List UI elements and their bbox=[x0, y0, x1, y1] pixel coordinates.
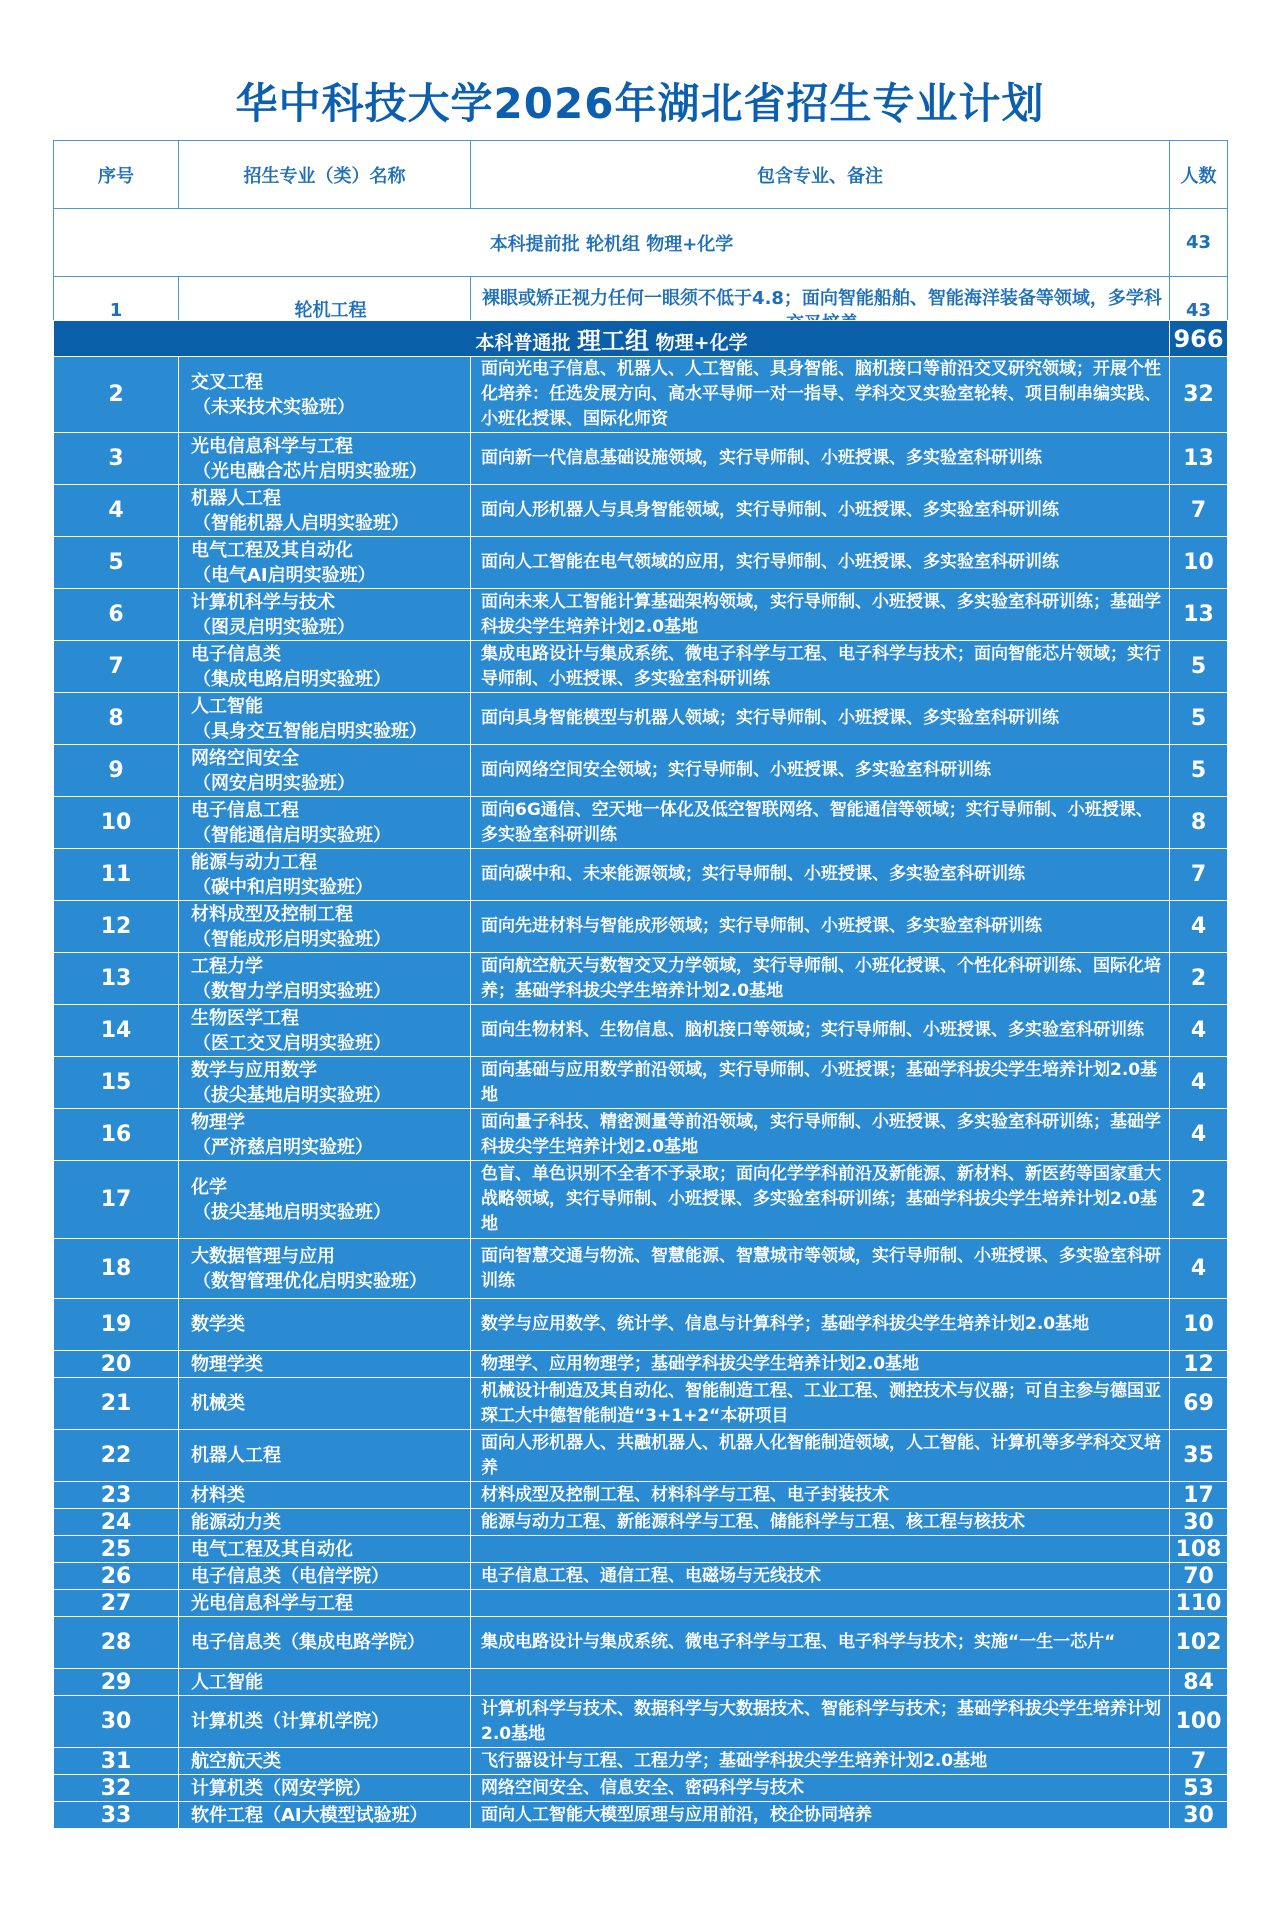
row-note: 面向新一代信息基础设施领域，实行导师制、小班授课、多实验室科研训练 bbox=[471, 433, 1170, 485]
row-note: 能源与动力工程、新能源科学与工程、储能科学与工程、核工程与核技术 bbox=[471, 1509, 1170, 1536]
row-index: 21 bbox=[54, 1378, 179, 1430]
row-count: 4 bbox=[1170, 1005, 1228, 1057]
row-note: 数学与应用数学、统计学、信息与计算科学；基础学科拔尖学生培养计划2.0基地 bbox=[471, 1299, 1170, 1351]
table-row bbox=[54, 693, 1228, 745]
section-early-batch-count: 43 bbox=[1170, 209, 1228, 277]
row-major-subtitle: （具身交互智能启明实验班） bbox=[193, 720, 427, 742]
row-index: 2 bbox=[54, 357, 179, 433]
table-row bbox=[54, 1482, 1228, 1509]
row-major-name: 物理学类 bbox=[191, 1353, 263, 1375]
header-table bbox=[53, 140, 1228, 345]
row-note bbox=[471, 1590, 1170, 1617]
row-note: 裸眼或矫正视力任何一眼须不低于4.8；面向智能船舶、智能海洋装备等领域，多学科 bbox=[471, 277, 1170, 345]
row-major-name: 电气工程及其自动化 bbox=[191, 1538, 353, 1560]
row-major bbox=[179, 1536, 471, 1563]
section-regular-batch-count: 966 bbox=[1170, 321, 1228, 357]
row-major-subtitle: （智能机器人启明实验班） bbox=[193, 512, 409, 534]
row-count: 102 bbox=[1170, 1617, 1228, 1669]
row-major-subtitle: （智能成形启明实验班） bbox=[193, 928, 391, 950]
row-major-subtitle: （医工交叉启明实验班） bbox=[193, 1032, 391, 1054]
row-index: 24 bbox=[54, 1509, 179, 1536]
row-major-name: 材料类 bbox=[191, 1484, 245, 1506]
table-row bbox=[54, 1005, 1228, 1057]
row-count: 10 bbox=[1170, 1299, 1228, 1351]
row-major-name: 能源动力类 bbox=[191, 1511, 281, 1533]
row-major bbox=[179, 1563, 471, 1590]
row-note: 面向人形机器人、共融机器人、机器人化智能制造领域，人工智能、计算机等多学科交叉培养 bbox=[471, 1430, 1170, 1482]
row-major-subtitle: （未来技术实验班） bbox=[193, 396, 355, 418]
table-row bbox=[54, 1351, 1228, 1378]
row-major bbox=[179, 1005, 471, 1057]
row-index: 31 bbox=[54, 1748, 179, 1775]
row-note: 面向智慧交通与物流、智慧能源、智慧城市等领域，实行导师制、小班授课、多实验室科研训练 bbox=[471, 1239, 1170, 1299]
table-row bbox=[54, 1057, 1228, 1109]
row-note bbox=[471, 1669, 1170, 1696]
row-major-name: 航空航天类 bbox=[191, 1750, 281, 1772]
row-note: 网络空间安全、信息安全、密码科学与技术 bbox=[471, 1775, 1170, 1802]
header-note: 包含专业、备注 bbox=[471, 141, 1170, 209]
row-major-name: 计算机科学与技术 bbox=[191, 591, 335, 613]
row-major-subtitle: （严济慈启明实验班） bbox=[193, 1136, 373, 1158]
row-note: 色盲、单色识别不全者不予录取；面向化学学科前沿及新能源、新材料、新医药等国家重大战略领域，实行导师制、小班授课、多实验室科研训练；基础学科拔尖学生培养计划2.0基地 bbox=[471, 1161, 1170, 1239]
row-major bbox=[179, 953, 471, 1005]
row-count: 5 bbox=[1170, 693, 1228, 745]
table-row bbox=[54, 589, 1228, 641]
row-major bbox=[179, 537, 471, 589]
row-index: 26 bbox=[54, 1563, 179, 1590]
row-major-name: 电气工程及其自动化 bbox=[191, 539, 353, 561]
row-major-name: 光电信息科学与工程 bbox=[191, 435, 353, 457]
table-row bbox=[54, 1802, 1228, 1829]
row-major bbox=[179, 1696, 471, 1748]
row-count: 35 bbox=[1170, 1430, 1228, 1482]
table-row bbox=[54, 1590, 1228, 1617]
row-major-name: 数学与应用数学 bbox=[191, 1059, 317, 1081]
row-major-name: 光电信息科学与工程 bbox=[191, 1592, 353, 1614]
row-major-subtitle: （数智力学启明实验班） bbox=[193, 980, 391, 1002]
row-major bbox=[179, 1351, 471, 1378]
row-major bbox=[179, 589, 471, 641]
table-row bbox=[54, 745, 1228, 797]
row-major-subtitle: （图灵启明实验班） bbox=[193, 616, 355, 638]
row-index: 18 bbox=[54, 1239, 179, 1299]
row-index: 10 bbox=[54, 797, 179, 849]
table-row bbox=[54, 901, 1228, 953]
row-note: 面向先进材料与智能成形领域；实行导师制、小班授课、多实验室科研训练 bbox=[471, 901, 1170, 953]
row-major bbox=[179, 1430, 471, 1482]
row-index: 8 bbox=[54, 693, 179, 745]
row-count: 2 bbox=[1170, 1161, 1228, 1239]
row-note: 集成电路设计与集成系统、微电子科学与工程、电子科学与技术；面向智能芯片领域；实行导师制、小班授课、多实验室科研训练 bbox=[471, 641, 1170, 693]
row-count: 69 bbox=[1170, 1378, 1228, 1430]
row-index: 28 bbox=[54, 1617, 179, 1669]
table-row bbox=[54, 1617, 1228, 1669]
table-row bbox=[54, 1563, 1228, 1590]
row-note: 面向基础与应用数学前沿领域，实行导师制、小班授课；基础学科拔尖学生培养计划2.0基地 bbox=[471, 1057, 1170, 1109]
row-major-subtitle: （碳中和启明实验班） bbox=[193, 876, 373, 898]
row-note: 集成电路设计与集成系统、微电子科学与工程、电子科学与技术；实施“一生一芯片“ bbox=[471, 1617, 1170, 1669]
row-index: 27 bbox=[54, 1590, 179, 1617]
row-count: 100 bbox=[1170, 1696, 1228, 1748]
row-major-name: 机器人工程 bbox=[191, 1445, 281, 1466]
row-major bbox=[179, 1378, 471, 1430]
row-count: 7 bbox=[1170, 485, 1228, 537]
row-major bbox=[179, 1239, 471, 1299]
row-note: 面向光电子信息、机器人、人工智能、具身智能、脑机接口等前沿交叉研究领域；开展个性化培养：任选发展方向、高水平导师一对一指导、学科交叉实验室轮转、项目制串编实践、小班化授课、国际化师资 bbox=[471, 357, 1170, 433]
row-major-name: 工程力学 bbox=[191, 955, 263, 977]
row-major-name: 材料成型及控制工程 bbox=[191, 903, 353, 925]
row-note: 机械设计制造及其自动化、智能制造工程、工业工程、测控技术与仪器；可自主参与德国亚琛工大中德智能制造“3+1+2“本研项目 bbox=[471, 1378, 1170, 1430]
row-major bbox=[179, 1669, 471, 1696]
row-major bbox=[179, 1109, 471, 1161]
table-row bbox=[54, 433, 1228, 485]
row-index: 30 bbox=[54, 1696, 179, 1748]
row-major: 轮机工程 bbox=[179, 277, 471, 345]
row-major bbox=[179, 433, 471, 485]
table-row bbox=[54, 641, 1228, 693]
row-major-name: 数学类 bbox=[191, 1314, 245, 1335]
table-row bbox=[54, 1239, 1228, 1299]
page-title: 华中科技大学2026年湖北省招生专业计划 bbox=[235, 79, 1045, 128]
row-major-name: 电子信息类（集成电路学院） bbox=[191, 1632, 425, 1653]
row-major-name: 生物医学工程 bbox=[191, 1007, 299, 1029]
row-count: 7 bbox=[1170, 1748, 1228, 1775]
row-major bbox=[179, 1482, 471, 1509]
row-major-name: 能源与动力工程 bbox=[191, 851, 317, 873]
table-row bbox=[54, 357, 1228, 433]
row-note: 材料成型及控制工程、材料科学与工程、电子封装技术 bbox=[471, 1482, 1170, 1509]
rows-body bbox=[54, 357, 1228, 1829]
row-major bbox=[179, 1775, 471, 1802]
row-index: 29 bbox=[54, 1669, 179, 1696]
row-count: 5 bbox=[1170, 641, 1228, 693]
row-note: 物理学、应用物理学；基础学科拔尖学生培养计划2.0基地 bbox=[471, 1351, 1170, 1378]
row-major bbox=[179, 849, 471, 901]
row-note: 面向生物材料、生物信息、脑机接口等领域；实行导师制、小班授课、多实验室科研训练 bbox=[471, 1005, 1170, 1057]
row-note: 面向碳中和、未来能源领域；实行导师制、小班授课、多实验室科研训练 bbox=[471, 849, 1170, 901]
row-count: 30 bbox=[1170, 1802, 1228, 1829]
row-major bbox=[179, 357, 471, 433]
table-row bbox=[54, 1430, 1228, 1482]
row-index: 6 bbox=[54, 589, 179, 641]
row-index: 1 bbox=[54, 277, 179, 345]
section-early-batch-label: 本科提前批 轮机组 物理+化学 bbox=[54, 209, 1170, 277]
table-row bbox=[54, 1775, 1228, 1802]
row-note: 面向人工智能大模型原理与应用前沿，校企协同培养 bbox=[471, 1802, 1170, 1829]
row-count: 4 bbox=[1170, 1109, 1228, 1161]
row-major-name: 物理学 bbox=[191, 1111, 245, 1133]
row-major-subtitle: （智能通信启明实验班） bbox=[193, 824, 391, 846]
table-row bbox=[54, 797, 1228, 849]
row-count: 7 bbox=[1170, 849, 1228, 901]
table-row bbox=[54, 1109, 1228, 1161]
header-index: 序号 bbox=[54, 141, 179, 209]
row-major-name: 人工智能 bbox=[191, 695, 263, 717]
main-table bbox=[53, 320, 1228, 1829]
row-note: 面向量子科技、精密测量等前沿领域，实行导师制、小班授课、多实验室科研训练；基础学科拔尖学生培养计划2.0基地 bbox=[471, 1109, 1170, 1161]
row-count: 17 bbox=[1170, 1482, 1228, 1509]
row-major bbox=[179, 693, 471, 745]
row-note: 面向具身智能模型与机器人领域；实行导师制、小班授课、多实验室科研训练 bbox=[471, 693, 1170, 745]
row-major bbox=[179, 1299, 471, 1351]
row-index: 23 bbox=[54, 1482, 179, 1509]
row-note: 面向航空航天与数智交叉力学领域，实行导师制、小班化授课、个性化科研训练、国际化培养；基础学科拔尖学生培养计划2.0基地 bbox=[471, 953, 1170, 1005]
row-major bbox=[179, 485, 471, 537]
row-major-name: 计算机类（网安学院） bbox=[191, 1777, 371, 1799]
row-count: 13 bbox=[1170, 589, 1228, 641]
row-major-name: 化学 bbox=[191, 1176, 227, 1198]
row-index: 17 bbox=[54, 1161, 179, 1239]
row-major-subtitle: （网安启明实验班） bbox=[193, 772, 355, 794]
table-row bbox=[54, 1669, 1228, 1696]
row-index: 33 bbox=[54, 1802, 179, 1829]
row-major-subtitle: （光电融合芯片启明实验班） bbox=[193, 460, 427, 482]
row-count: 13 bbox=[1170, 433, 1228, 485]
table-row bbox=[54, 1161, 1228, 1239]
row-major-subtitle: （拔尖基地启明实验班） bbox=[193, 1201, 391, 1223]
row-major bbox=[179, 1161, 471, 1239]
row-index: 4 bbox=[54, 485, 179, 537]
row-count: 5 bbox=[1170, 745, 1228, 797]
table-row bbox=[54, 953, 1228, 1005]
section-regular-batch-label: 本科普通批 理工组 物理+化学 bbox=[54, 321, 1170, 357]
row-count: 110 bbox=[1170, 1590, 1228, 1617]
row-major-name: 计算机类（计算机学院） bbox=[191, 1711, 389, 1732]
row-index: 13 bbox=[54, 953, 179, 1005]
row-index: 16 bbox=[54, 1109, 179, 1161]
row-major-name: 电子信息类 bbox=[191, 643, 281, 665]
row-major bbox=[179, 1748, 471, 1775]
row-count: 4 bbox=[1170, 1239, 1228, 1299]
row-count: 108 bbox=[1170, 1536, 1228, 1563]
row-major-name: 机器人工程 bbox=[191, 487, 281, 509]
header-count: 人数 bbox=[1170, 141, 1228, 209]
row-count: 84 bbox=[1170, 1669, 1228, 1696]
row-major bbox=[179, 1802, 471, 1829]
row-index: 12 bbox=[54, 901, 179, 953]
row-note: 面向网络空间安全领域；实行导师制、小班授课、多实验室科研训练 bbox=[471, 745, 1170, 797]
row-index: 25 bbox=[54, 1536, 179, 1563]
row-count: 2 bbox=[1170, 953, 1228, 1005]
row-major-name: 机械类 bbox=[191, 1393, 245, 1414]
row-major-name: 电子信息工程 bbox=[191, 799, 299, 821]
row-major bbox=[179, 901, 471, 953]
row-count: 4 bbox=[1170, 901, 1228, 953]
header-major: 招生专业（类）名称 bbox=[179, 141, 471, 209]
row-note: 计算机科学与技术、数据科学与大数据技术、智能科学与技术；基础学科拔尖学生培养计划2.0基地 bbox=[471, 1696, 1170, 1748]
row-major bbox=[179, 1509, 471, 1536]
row-count: 43 bbox=[1170, 277, 1228, 345]
row-index: 32 bbox=[54, 1775, 179, 1802]
row-index: 9 bbox=[54, 745, 179, 797]
row-count: 53 bbox=[1170, 1775, 1228, 1802]
row-count: 12 bbox=[1170, 1351, 1228, 1378]
row-major-name: 人工智能 bbox=[191, 1671, 263, 1693]
row-major bbox=[179, 745, 471, 797]
section-early-batch bbox=[54, 209, 1228, 277]
row-major-name: 网络空间安全 bbox=[191, 747, 299, 769]
row-note: 面向6G通信、空天地一体化及低空智联网络、智能通信等领域；实行导师制、小班授课、多实验室科研训练 bbox=[471, 797, 1170, 849]
row-major bbox=[179, 1617, 471, 1669]
section-regular-batch bbox=[54, 321, 1228, 357]
row-note: 飞行器设计与工程、工程力学；基础学科拔尖学生培养计划2.0基地 bbox=[471, 1748, 1170, 1775]
table-row bbox=[54, 537, 1228, 589]
row-index: 14 bbox=[54, 1005, 179, 1057]
row-count: 70 bbox=[1170, 1563, 1228, 1590]
table-row bbox=[54, 849, 1228, 901]
row-index: 19 bbox=[54, 1299, 179, 1351]
row-note: 面向未来人工智能计算基础架构领域，实行导师制、小班授课、多实验室科研训练；基础学科拔尖学生培养计划2.0基地 bbox=[471, 589, 1170, 641]
table-row bbox=[54, 1509, 1228, 1536]
row-major-name: 大数据管理与应用 bbox=[191, 1245, 335, 1267]
row-note: 面向人工智能在电气领域的应用，实行导师制、小班授课、多实验室科研训练 bbox=[471, 537, 1170, 589]
row-index: 7 bbox=[54, 641, 179, 693]
row-index: 20 bbox=[54, 1351, 179, 1378]
row-count: 32 bbox=[1170, 357, 1228, 433]
row-major-subtitle: （电气AI启明实验班） bbox=[193, 564, 376, 586]
row-note: 面向人形机器人与具身智能领域，实行导师制、小班授课、多实验室科研训练 bbox=[471, 485, 1170, 537]
row-note: 电子信息工程、通信工程、电磁场与无线技术 bbox=[471, 1563, 1170, 1590]
row-count: 8 bbox=[1170, 797, 1228, 849]
row-major bbox=[179, 1057, 471, 1109]
row-count: 10 bbox=[1170, 537, 1228, 589]
table-row bbox=[54, 1378, 1228, 1430]
row-count: 4 bbox=[1170, 1057, 1228, 1109]
row-major-name: 交叉工程 bbox=[191, 371, 263, 393]
row-major bbox=[179, 797, 471, 849]
table-row bbox=[54, 485, 1228, 537]
row-index: 11 bbox=[54, 849, 179, 901]
row-index: 3 bbox=[54, 433, 179, 485]
row-major-subtitle: （拔尖基地启明实验班） bbox=[193, 1084, 391, 1106]
row-note bbox=[471, 1536, 1170, 1563]
row-major-name: 电子信息类（电信学院） bbox=[191, 1565, 389, 1587]
row-major-name: 软件工程（AI大模型试验班） bbox=[191, 1804, 428, 1826]
row-major bbox=[179, 1590, 471, 1617]
header-row bbox=[54, 141, 1228, 209]
row-index: 5 bbox=[54, 537, 179, 589]
table-row bbox=[54, 1696, 1228, 1748]
row-major-subtitle: （数智管理优化启明实验班） bbox=[193, 1270, 427, 1292]
row-index: 15 bbox=[54, 1057, 179, 1109]
row-count: 30 bbox=[1170, 1509, 1228, 1536]
row-major bbox=[179, 641, 471, 693]
row-index: 22 bbox=[54, 1430, 179, 1482]
table-row bbox=[54, 1748, 1228, 1775]
row-major-subtitle: （集成电路启明实验班） bbox=[193, 668, 391, 690]
table-row bbox=[54, 1299, 1228, 1351]
table-row bbox=[54, 1536, 1228, 1563]
